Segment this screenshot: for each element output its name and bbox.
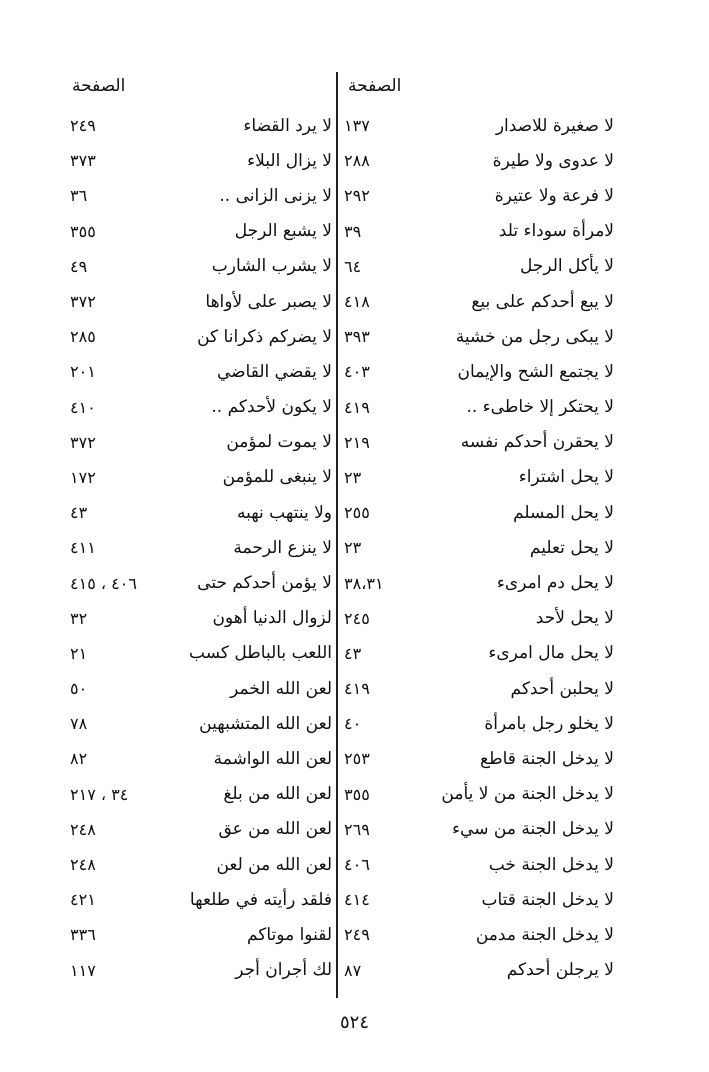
entry-text: لعن الله من لعن: [216, 854, 332, 875]
entry-text: لا يزال البلاء: [247, 150, 332, 171]
entry-page-number: ٤٣: [70, 503, 88, 523]
entry-page-number: ٣٧٢: [70, 292, 96, 312]
entry-text: لا يزنى الزانى ..: [219, 185, 332, 206]
entry-page-number: ٤١٨: [344, 292, 370, 312]
entry-page-number: ٤١٤: [344, 890, 370, 910]
entry-page-number: ٣٢: [70, 608, 88, 628]
entry-page-number: ٤١٩: [344, 397, 370, 417]
entry-text: لزوال الدنيا أهون: [212, 608, 332, 629]
index-entry: [70, 108, 332, 143]
entry-page-number: ١٧٢: [70, 467, 96, 487]
entry-page-number: ٤٠: [344, 714, 362, 734]
entry-page-number: ٤٠٦ ، ٤١٥: [70, 573, 137, 593]
index-entry: [70, 143, 332, 178]
entry-page-number: ٤٠٣: [344, 362, 370, 382]
index-entry: [70, 178, 332, 213]
index-entry: [344, 319, 614, 354]
index-entry: [344, 671, 614, 706]
entry-page-number: ٢٠١: [70, 362, 96, 382]
entry-page-number: ٣٥٥: [344, 784, 370, 804]
entry-page-number: ٢٨٨: [344, 151, 370, 171]
entry-page-number: ٢٩٢: [344, 186, 370, 206]
index-entry: [344, 636, 614, 671]
entry-page-number: ٢٥٣: [344, 749, 370, 769]
index-entry: [70, 214, 332, 249]
index-entry: [70, 425, 332, 460]
entry-text: لا يجتمع الشح والإيمان: [457, 361, 614, 382]
index-entry: [70, 636, 332, 671]
entry-page-number: ٣٣٦: [70, 925, 96, 945]
entry-text: لا يشبع الرجل: [234, 221, 332, 242]
index-entry: [344, 425, 614, 460]
index-entry: [344, 882, 614, 917]
entry-text: لا ينبغى للمؤمن: [222, 467, 332, 488]
entry-page-number: ٢٦٩: [344, 819, 370, 839]
entry-page-number: ٧٨: [70, 714, 88, 734]
right-column-header: الصفحة: [348, 76, 402, 96]
entry-page-number: ٢٤٥: [344, 608, 370, 628]
column-divider: [336, 72, 338, 998]
entry-page-number: ٣٧٢: [70, 432, 96, 452]
entry-page-number: ٤٩: [70, 256, 88, 276]
entry-text: لا يأكل الرجل: [519, 256, 614, 277]
index-entry: [70, 777, 332, 812]
entry-text: لامرأة سوداء تلد: [498, 221, 614, 242]
entry-text: لا يرد القضاء: [243, 115, 332, 136]
entry-text: لا يدخل الجنة قتاب: [481, 889, 614, 910]
entry-text: لا ينزع الرحمة: [233, 537, 332, 558]
entry-page-number: ٤٣: [344, 643, 362, 663]
entry-text: لا يبكى رجل من خشية: [455, 326, 614, 347]
entry-text: لا يدخل الجنة من سيء: [452, 819, 614, 840]
index-entry: [70, 249, 332, 284]
index-entry: [344, 777, 614, 812]
entry-page-number: ٢٤٩: [344, 925, 370, 945]
entry-text: لا يدخل الجنة قاطع: [480, 748, 614, 769]
entry-page-number: ٣٨،٣١: [344, 573, 384, 593]
entry-page-number: ٤١٠: [70, 397, 96, 417]
index-entry: [70, 495, 332, 530]
index-entry: [344, 390, 614, 425]
entry-page-number: ٢٤٨: [70, 855, 96, 875]
entry-text: لا يدخل الجنة مدمن: [475, 924, 614, 945]
index-entry: [344, 460, 614, 495]
index-entry: [344, 178, 614, 213]
index-entry: [70, 460, 332, 495]
entry-text: لا يدخل الجنة من لا يأمن: [441, 784, 614, 805]
entry-page-number: ١١٧: [70, 960, 96, 980]
index-entry: [70, 917, 332, 952]
index-entry: [70, 847, 332, 882]
entry-page-number: ٢٤٩: [70, 116, 96, 136]
index-entry: [70, 530, 332, 565]
entry-page-number: ١٣٧: [344, 116, 370, 136]
index-entry: [70, 882, 332, 917]
entry-page-number: ٦٤: [344, 256, 362, 276]
index-entry: [70, 706, 332, 741]
index-entry: [70, 354, 332, 389]
entry-text: لا يشرب الشارب: [211, 256, 332, 277]
entry-text: لعن الله من عق: [218, 819, 332, 840]
entry-text: لا صغيرة للاصدار: [495, 115, 614, 136]
entry-page-number: ٤٢١: [70, 890, 96, 910]
left-column-header: الصفحة: [72, 76, 126, 96]
entry-page-number: ٢٨٥: [70, 327, 96, 347]
entry-text: لا يحل لأحد: [535, 608, 614, 629]
entry-text: لقنوا موتاكم: [246, 924, 332, 945]
index-entry: [344, 812, 614, 847]
entry-page-number: ٤١٩: [344, 679, 370, 699]
entry-text: لا يحتكر إلا خاطىء ..: [466, 397, 614, 418]
index-entry: [70, 741, 332, 776]
index-entry: [344, 530, 614, 565]
index-entry: [70, 812, 332, 847]
entry-page-number: ٢٥٥: [344, 503, 370, 523]
index-entry: [344, 953, 614, 988]
entry-page-number: ٢١٩: [344, 432, 370, 452]
entry-text: لعن الله الواشمة: [213, 748, 332, 769]
index-entry: [344, 354, 614, 389]
index-entry: [344, 214, 614, 249]
index-entry: [344, 284, 614, 319]
entry-text: لا يقضي القاضي: [216, 361, 332, 382]
entry-text: لا يحل المسلم: [513, 502, 614, 523]
entry-text: لا يحقرن أحدكم نفسه: [460, 432, 614, 453]
page-number: ٥٢٤: [339, 1012, 369, 1033]
entry-page-number: ٣٤ ، ٢١٧: [70, 784, 129, 804]
entry-text: لا يضركم ذكرانا كن: [197, 326, 332, 347]
index-entry: [70, 319, 332, 354]
index-entry: [344, 706, 614, 741]
entry-page-number: ٣٥٥: [70, 221, 96, 241]
entry-page-number: ٨٧: [344, 960, 362, 980]
entry-text: لا يحلبن أحدكم: [510, 678, 614, 699]
index-entry: [344, 249, 614, 284]
left-column: [70, 108, 332, 988]
right-column: [344, 108, 614, 988]
index-entry: [70, 390, 332, 425]
entry-page-number: ٣٩٣: [344, 327, 370, 347]
entry-text: لا يؤمن أحدكم حتى: [197, 573, 332, 594]
entry-text: لا يصبر على لأواها: [205, 291, 332, 312]
index-entry: [70, 565, 332, 600]
entry-page-number: ٥٠: [70, 679, 88, 699]
entry-text: لا يخلو رجل بامرأة: [484, 713, 614, 734]
index-entry: [70, 671, 332, 706]
index-entry: [70, 601, 332, 636]
entry-page-number: ٣٧٣: [70, 151, 96, 171]
entry-text: ولا ينتهب نهبه: [236, 502, 332, 523]
entry-page-number: ٤١١: [70, 538, 96, 558]
index-entry: [344, 108, 614, 143]
entry-text: لا يرجلن أحدكم: [506, 960, 614, 981]
index-entry: [70, 284, 332, 319]
entry-text: لعن الله الخمر: [230, 678, 332, 699]
entry-page-number: ٣٦: [70, 186, 88, 206]
entry-page-number: ٢٣: [344, 467, 362, 487]
index-entry: [344, 143, 614, 178]
index-entry: [344, 495, 614, 530]
entry-text: لعن الله من بلغ: [223, 784, 332, 805]
entry-text: لعن الله المتشبهين: [199, 713, 332, 734]
entry-text: لا فرعة ولا عتيرة: [494, 185, 614, 206]
entry-page-number: ٢٣: [344, 538, 362, 558]
index-entry: [344, 601, 614, 636]
entry-text: فلقد رأيته في طلعها: [189, 889, 332, 910]
entry-page-number: ٢١: [70, 643, 88, 663]
index-entry: [344, 917, 614, 952]
entry-text: لك أجران أجر: [235, 960, 332, 981]
entry-text: لا يحل دم امرىء: [496, 573, 614, 594]
entry-page-number: ٣٩: [344, 221, 362, 241]
entry-page-number: ٢٤٨: [70, 819, 96, 839]
index-entry: [344, 565, 614, 600]
entry-text: لا يحل مال امرىء: [488, 643, 614, 664]
index-entry: [344, 847, 614, 882]
entry-text: لا يدخل الجنة خب: [488, 854, 614, 875]
entry-page-number: ٤٠٦: [344, 855, 370, 875]
entry-text: لا يبع أحدكم على بيع: [471, 291, 614, 312]
entry-page-number: ٨٢: [70, 749, 88, 769]
entry-text: لا عدوى ولا طيرة: [492, 150, 614, 171]
entry-text: لا يحل تعليم: [529, 537, 614, 558]
entry-text: لا يموت لمؤمن: [226, 432, 332, 453]
entry-text: لا يحل اشتراء: [518, 467, 614, 488]
index-entry: [344, 741, 614, 776]
entry-text: اللعب بالباطل كسب: [189, 643, 332, 664]
index-entry: [70, 953, 332, 988]
entry-text: لا يكون لأحدكم ..: [211, 397, 332, 418]
